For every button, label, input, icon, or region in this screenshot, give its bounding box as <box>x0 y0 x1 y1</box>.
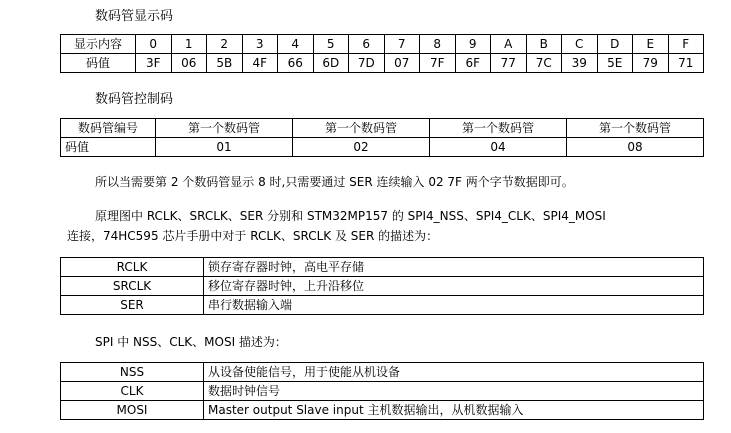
heading-control-codes: 数码管控制码 <box>95 92 174 107</box>
hc595-pin-table <box>60 257 704 315</box>
pin-name-cell: SRCLK <box>61 277 204 296</box>
tube-name-cell: 第一个数码管 <box>293 119 430 138</box>
control-code-cell: 08 <box>567 138 704 157</box>
display-code-cell: 06 <box>171 54 207 73</box>
display-code-cell: 66 <box>278 54 314 73</box>
display-code-cell: 7F <box>420 54 456 73</box>
row-label-code: 码值 <box>61 54 136 73</box>
display-chars-row <box>61 35 704 54</box>
table-row <box>61 363 704 382</box>
display-char-cell: D <box>597 35 633 54</box>
display-char-cell: E <box>633 35 669 54</box>
row-label-display-content: 显示内容 <box>61 35 136 54</box>
control-code-cell: 02 <box>293 138 430 157</box>
pin-desc-cell: 串行数据输入端 <box>204 296 704 315</box>
control-code-cell: 04 <box>430 138 567 157</box>
display-char-cell: 8 <box>420 35 456 54</box>
control-code-cell: 01 <box>156 138 293 157</box>
display-char-cell: 5 <box>313 35 349 54</box>
pin-desc-cell: 移位寄存器时钟，上升沿移位 <box>204 277 704 296</box>
control-code-table <box>60 118 704 157</box>
display-char-cell: A <box>491 35 527 54</box>
display-code-cell: 7D <box>349 54 385 73</box>
table-row <box>61 277 704 296</box>
display-char-cell: 9 <box>455 35 491 54</box>
display-code-table <box>60 34 704 73</box>
pin-desc-cell: 锁存寄存器时钟，高电平存储 <box>204 258 704 277</box>
display-code-cell: 79 <box>633 54 669 73</box>
display-char-cell: 3 <box>242 35 278 54</box>
display-code-cell: 6D <box>313 54 349 73</box>
display-char-cell: 4 <box>278 35 314 54</box>
spi-pin-table <box>60 362 704 420</box>
control-code-row <box>61 138 704 157</box>
pin-name-cell: CLK <box>61 382 204 401</box>
pin-desc-cell: 数据时钟信号 <box>204 382 704 401</box>
display-char-cell: 1 <box>171 35 207 54</box>
display-char-cell: C <box>562 35 598 54</box>
pin-name-cell: SER <box>61 296 204 315</box>
tube-name-cell: 第一个数码管 <box>156 119 293 138</box>
paragraph-schematic-line1: 原理图中 RCLK、SRCLK、SER 分别和 STM32MP157 的 SPI4_NSS、SPI4_CLK、SPI4_MOSI <box>95 209 606 223</box>
paragraph-example: 所以当需要第 2 个数码管显示 8 时,只需要通过 SER 连续输入 02 7F 两个字节数据即可。 <box>95 175 574 189</box>
display-char-cell: F <box>668 35 704 54</box>
paragraph-spi: SPI 中 NSS、CLK、MOSI 描述为： <box>95 335 287 349</box>
table-row <box>61 296 704 315</box>
display-char-cell: B <box>526 35 562 54</box>
display-code-cell: 77 <box>491 54 527 73</box>
display-code-cell: 39 <box>562 54 598 73</box>
display-char-cell: 7 <box>384 35 420 54</box>
heading-display-codes: 数码管显示码 <box>95 9 174 24</box>
pin-desc-cell: Master output Slave input 主机数据输出，从机数据输入 <box>204 401 704 420</box>
table-row <box>61 401 704 420</box>
display-char-cell: 6 <box>349 35 385 54</box>
display-code-cell: 71 <box>668 54 704 73</box>
pin-name-cell: NSS <box>61 363 204 382</box>
tube-name-cell: 第一个数码管 <box>567 119 704 138</box>
row-label-tube-number: 数码管编号 <box>61 119 156 138</box>
display-code-cell: 5B <box>207 54 243 73</box>
display-code-cell: 6F <box>455 54 491 73</box>
pin-name-cell: MOSI <box>61 401 204 420</box>
pin-desc-cell: 从设备使能信号，用于使能从机设备 <box>204 363 704 382</box>
display-codes-row <box>61 54 704 73</box>
display-code-cell: 07 <box>384 54 420 73</box>
display-code-cell: 7C <box>526 54 562 73</box>
display-char-cell: 2 <box>207 35 243 54</box>
display-code-cell: 3F <box>136 54 172 73</box>
paragraph-schematic-line2: 连接，74HC595 芯片手册中对于 RCLK、SRCLK 及 SER 的描述为： <box>67 229 439 243</box>
row-label-code: 码值 <box>61 138 156 157</box>
table-row <box>61 258 704 277</box>
pin-name-cell: RCLK <box>61 258 204 277</box>
display-code-cell: 4F <box>242 54 278 73</box>
display-code-cell: 5E <box>597 54 633 73</box>
tube-name-cell: 第一个数码管 <box>430 119 567 138</box>
display-char-cell: 0 <box>136 35 172 54</box>
table-row <box>61 382 704 401</box>
control-header-row <box>61 119 704 138</box>
